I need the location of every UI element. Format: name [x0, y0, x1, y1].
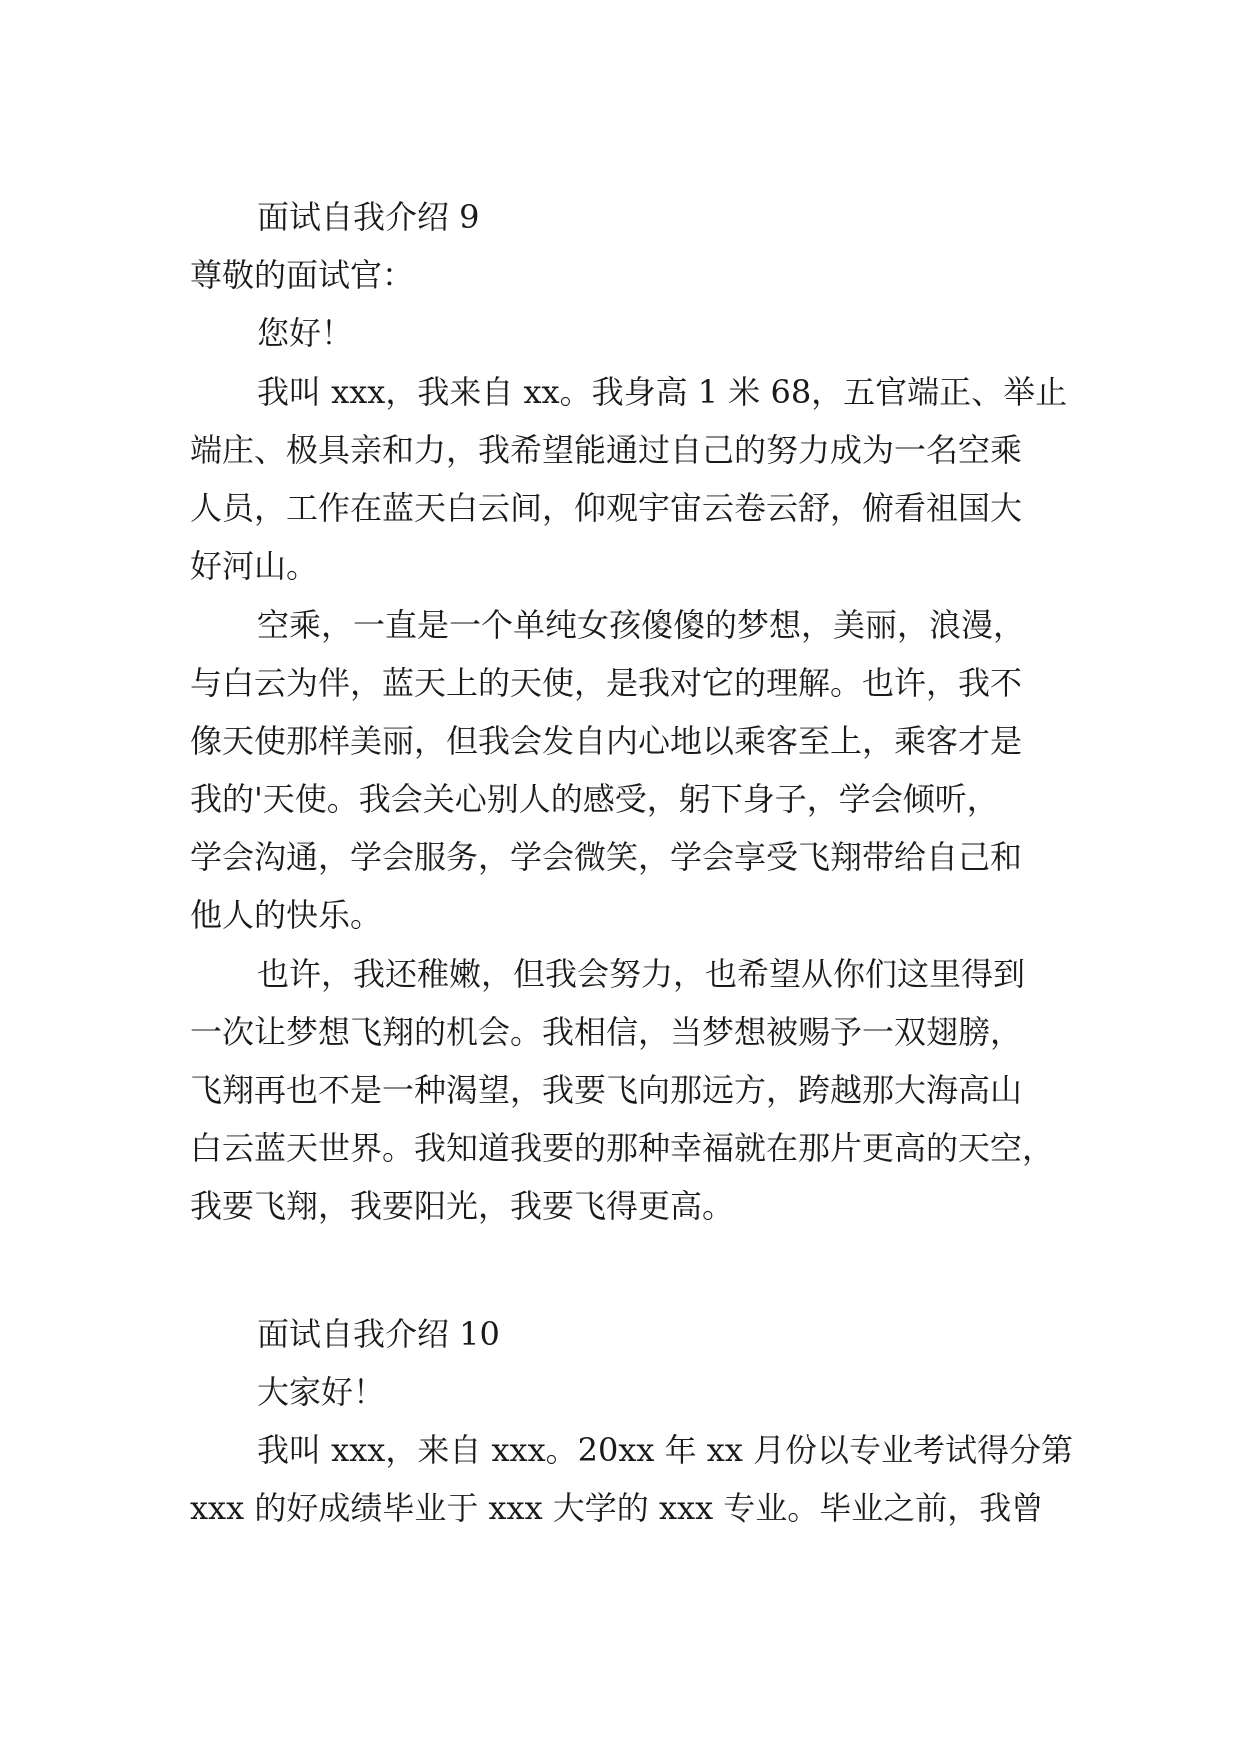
paragraph-line: 我叫 xxx，来自 xxx。20xx 年 xx 月份以专业考试得分第 — [257, 1431, 1074, 1469]
paragraph-line: 人员，工作在蓝天白云间，仰观宇宙云卷云舒，俯看祖国大 — [190, 489, 1023, 527]
paragraph-line: xxx 的好成绩毕业于 xxx 大学的 xxx 专业。毕业之前，我曾 — [190, 1489, 1044, 1527]
section-title: 面试自我介绍 9 — [257, 198, 480, 236]
paragraph-line: 空乘，一直是一个单纯女孩傻傻的梦想，美丽，浪漫， — [257, 606, 1026, 644]
paragraph-line: 端庄、极具亲和力，我希望能通过自己的努力成为一名空乘 — [190, 431, 1023, 469]
section-title: 面试自我介绍 10 — [257, 1315, 500, 1353]
paragraph-line: 好河山。 — [190, 547, 319, 585]
paragraph-line: 我要飞翔，我要阳光，我要飞得更高。 — [190, 1187, 735, 1225]
paragraph-line: 飞翔再也不是一种渴望，我要飞向那远方，跨越那大海高山 — [190, 1071, 1023, 1109]
paragraph-line: 与白云为伴，蓝天上的天使，是我对它的理解。也许，我不 — [190, 664, 1023, 702]
paragraph-line: 也许，我还稚嫩，但我会努力，也希望从你们这里得到 — [257, 955, 1026, 993]
paragraph-line: 像天使那样美丽，但我会发自内心地以乘客至上，乘客才是 — [190, 722, 1023, 760]
greeting: 您好！ — [257, 314, 354, 352]
paragraph-line: 一次让梦想飞翔的机会。我相信，当梦想被赐予一双翅膀， — [190, 1013, 1023, 1051]
paragraph-line: 白云蓝天世界。我知道我要的那种幸福就在那片更高的天空， — [190, 1129, 1055, 1167]
paragraph-line: 他人的快乐。 — [190, 896, 383, 934]
paragraph-line: 我叫 xxx，我来自 xx。我身高 1 米 68，五官端正、举止 — [257, 373, 1068, 411]
paragraph-line: 我的'天使。我会关心别人的感受，躬下身子，学会倾听， — [190, 780, 999, 818]
greeting: 大家好！ — [257, 1373, 386, 1411]
paragraph-line: 学会沟通，学会服务，学会微笑，学会享受飞翔带给自己和 — [190, 838, 1023, 876]
salutation: 尊敬的面试官： — [190, 256, 415, 294]
